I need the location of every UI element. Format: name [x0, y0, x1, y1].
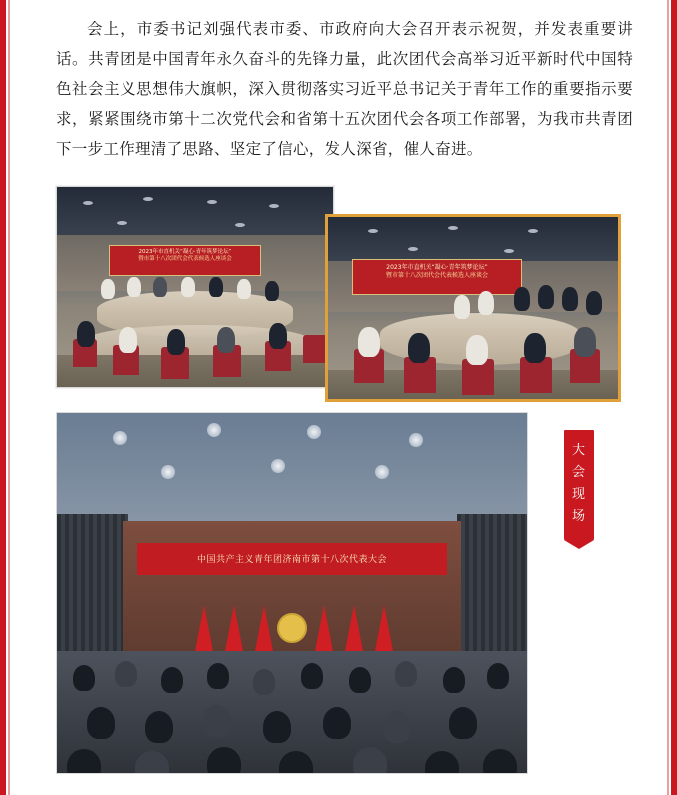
photo2-scene [328, 217, 618, 399]
photo3-ceiling [57, 413, 527, 521]
right-rule-inner-line [667, 0, 669, 795]
photo-block-auditorium [18, 412, 659, 780]
side-label-char-4: 场 [571, 509, 586, 524]
side-label-char-3: 现 [571, 487, 586, 502]
photo2-ceiling [328, 217, 618, 264]
photo2-banner-line1: 2023年市直机关“凝心·青年筑梦论坛” [386, 264, 488, 271]
photo1-banner-line2: 暨市第十八次团代会代表候选人座谈会 [138, 256, 232, 263]
document-content [18, 0, 659, 795]
body-paragraph: 会上，市委书记刘强代表市委、市政府向大会召开表示祝贺，并发表重要讲话。共青团是中国青年永久奋斗的先锋力量，此次团代会高举习近平新时代中国特色社会主义思想伟大旗帜，深入贯彻落实习近平总书记关于青年工作的重要指示要求，紧紧围绕市第十二次党代会和省第十五次团代会各项工作部署，为我市共青团下一步工作理清了思路、坚定了信心，发人深省，催人奋进。 [56, 20, 633, 158]
side-label-pointer [564, 540, 594, 549]
photo2-banner-line2: 暨市第十八次团代会代表候选人座谈会 [385, 272, 488, 280]
photo3-scene [57, 413, 527, 773]
photo-meeting-room-wide [56, 186, 334, 388]
side-label-tab [564, 430, 594, 540]
photo1-floor [57, 355, 333, 387]
photo1-scene [57, 187, 333, 387]
photo1-ceiling [57, 187, 333, 239]
photo3-audience-seating [57, 651, 527, 773]
side-label-char-1: 大 [571, 443, 586, 458]
left-red-rule [0, 0, 6, 795]
side-label-char-2: 会 [571, 465, 586, 480]
photo-auditorium-assembly [56, 412, 528, 774]
right-red-rule [671, 0, 677, 795]
left-rule-inner-line [8, 0, 10, 795]
photo1-banner [109, 245, 261, 276]
photo-meeting-room-close [325, 214, 621, 402]
photo3-flag-group [189, 593, 396, 651]
photo3-emblem [277, 613, 307, 643]
photo-collage-row [18, 186, 659, 396]
photo2-banner [352, 259, 522, 295]
photo1-banner-line1: 2023年市直机关“凝心·青年筑梦论坛” [138, 249, 232, 255]
photo3-stage-banner: 中国共产主义青年团济南市第十八次代表大会 [137, 543, 447, 575]
